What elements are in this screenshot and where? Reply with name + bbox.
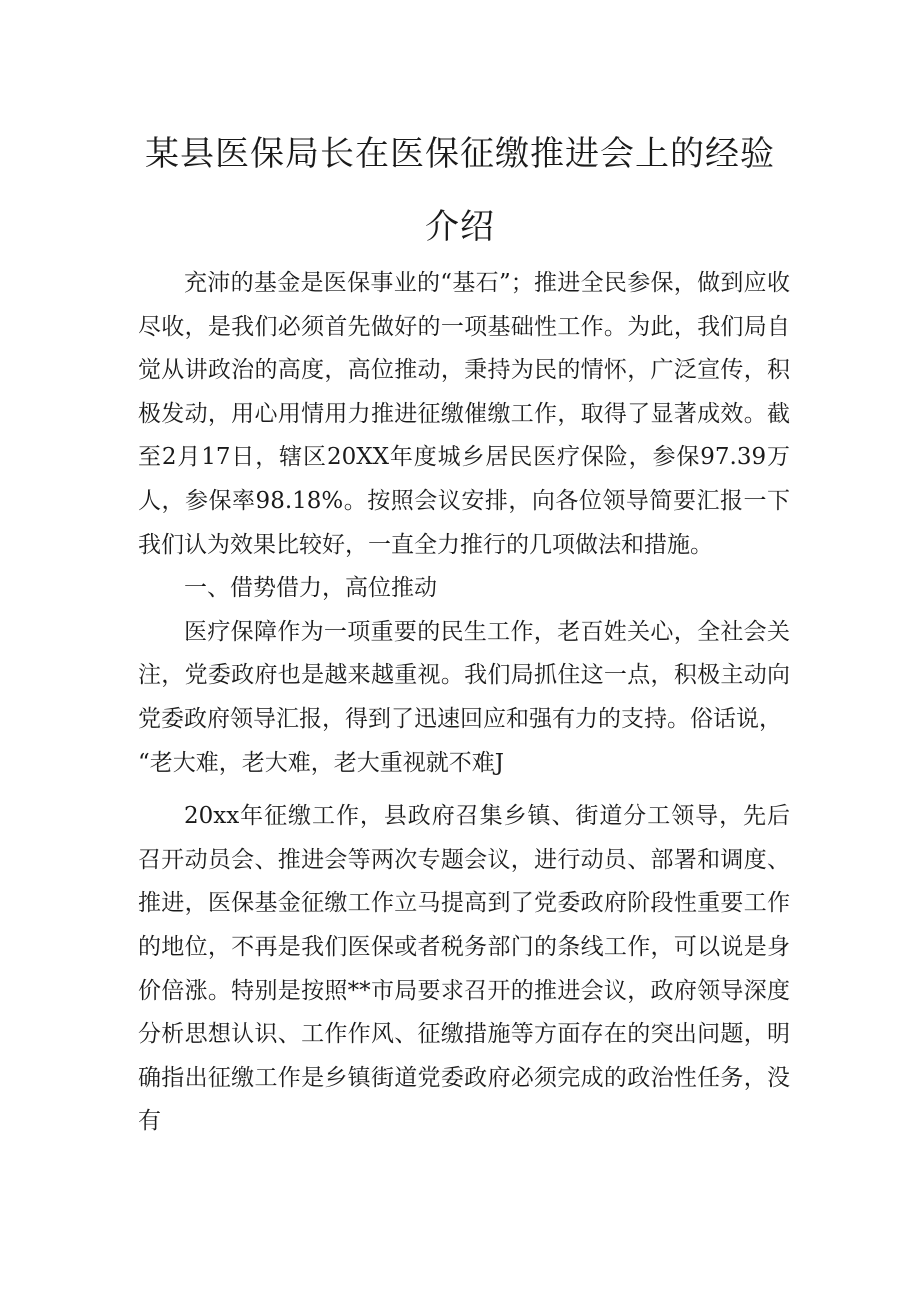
document-body — [138, 262, 790, 1144]
document-title-line-2: 介绍 — [425, 207, 495, 247]
section-heading-1: 一、借势借力，高位推动 — [184, 575, 437, 602]
paragraph-quote: “老大难，老大难，老大重视就不难J — [138, 749, 504, 776]
paragraph-collection-work: 20xx年征缴工作，县政府召集乡镇、街道分工领导，先后召开动员会、推进会等两次专题会议，进行动员、部署和调度、推进，医保基金征缴工作立马提高到了党委政府阶段性重要工作的地位，不再是我们医保或者税务部门的条线工作，可以说是身价倍涨。特别是按照**市局要求召开的推进会议，政府领导深度分析思想认识、工作作风、征缴措施等方面存在的突出问题，明确指出征缴工作是乡镇街道党委政府必须完成的政治性任务，没有 — [138, 803, 790, 1135]
document-title-line-1: 某县医保局长在医保征缴推进会上的经验 — [145, 134, 775, 174]
paragraph-section-1: 医疗保障作为一项重要的民生工作，老百姓关心，全社会关注，党委政府也是越来越重视。我们局抓住这一点，积极主动向党委政府领导汇报，得到了迅速回应和强有力的支持。俗话说， — [138, 618, 790, 732]
paragraph-intro: 充沛的基金是医保事业的“基石”；推进全民参保，做到应收尽收，是我们必须首先做好的一项基础性工作。为此，我们局自觉从讲政治的高度，高位推动，秉持为民的情怀，广泛宣传，积极发动，用心用情用力推进征缴催缴工作，取得了显著成效。截至2月17日，辖区20XX年度城乡居民医疗保险，参保97.39万人，参保率98.18%。按照会议安排，向各位领导简要汇报一下我们认为效果比较好，一直全力推行的几项做法和措施。 — [138, 270, 790, 558]
